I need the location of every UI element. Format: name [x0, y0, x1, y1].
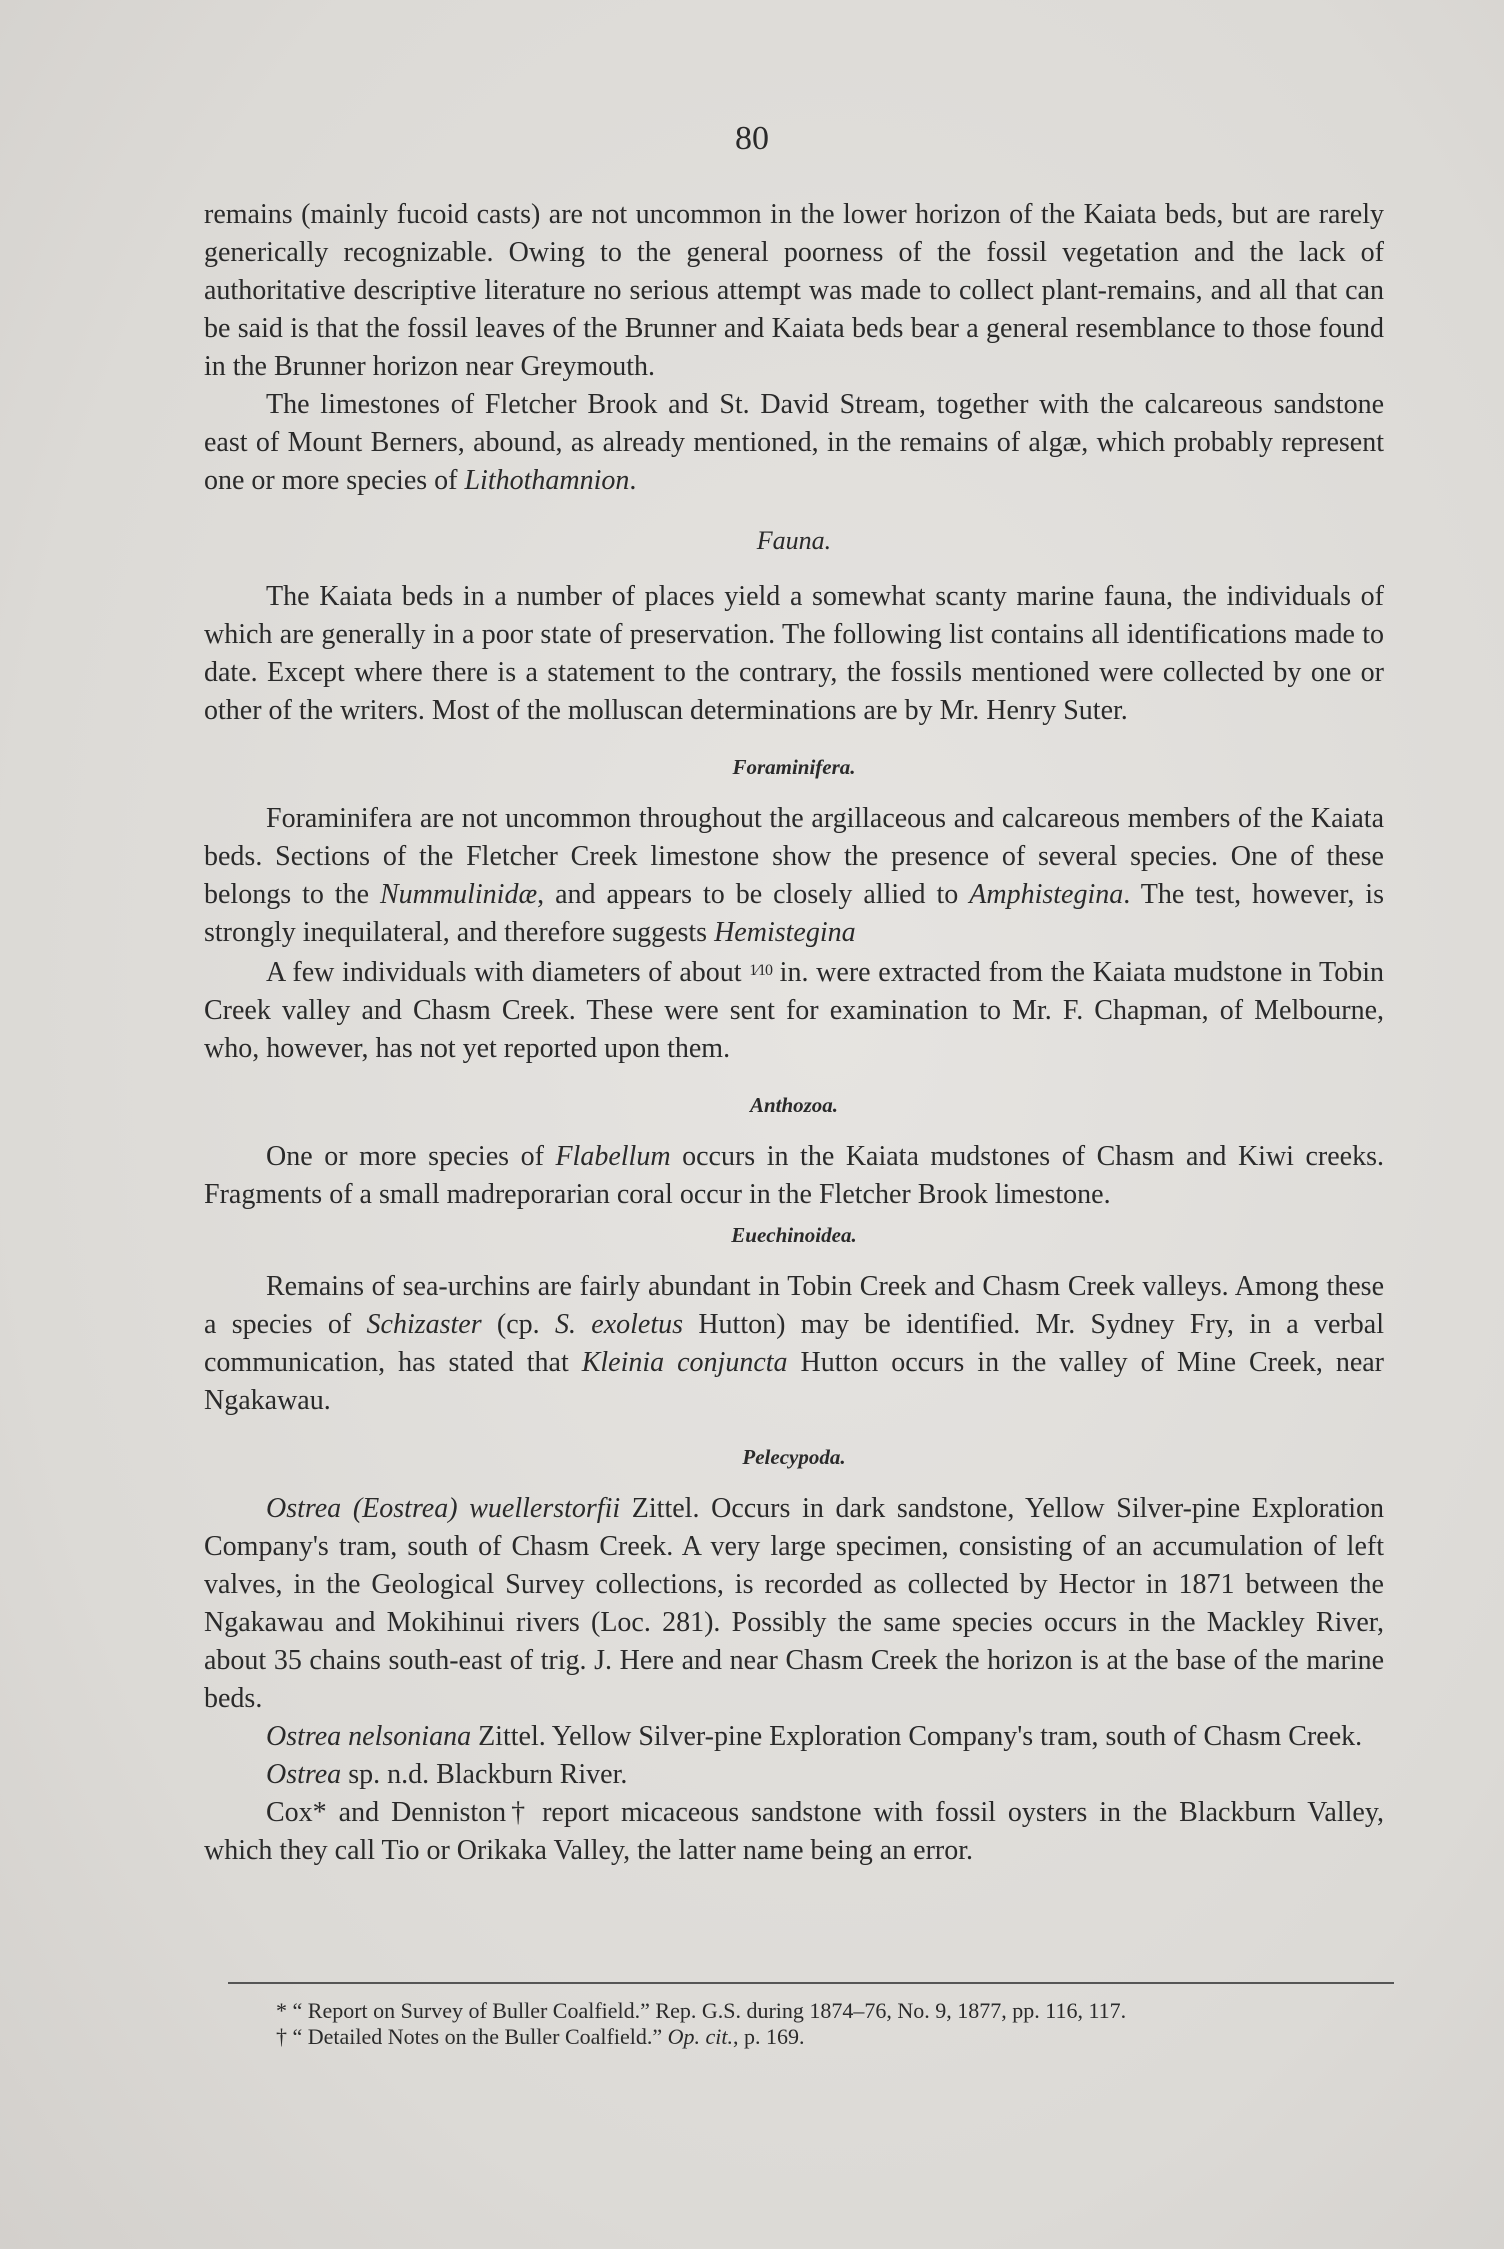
- footnotes: [276, 1998, 1386, 2050]
- heading-fauna: Fauna.: [756, 526, 832, 555]
- paragraph-foraminifera-sections: Foraminifera are not uncommon throughout the argillaceous and calcareous members of the Kaiata beds. Sections of the Fletcher Creek limestone show the presence of several species. One of these belongs to the Nummulinidæ, and appears to be closely allied to Amphistegina. The test, however, is strongly inequilateral, and therefore suggests Hemistegina: [204, 803, 1384, 948]
- heading-pelecypoda: Pelecypoda.: [742, 1445, 846, 1469]
- heading-euechinoidea: Euechinoidea.: [731, 1223, 857, 1247]
- entry-ostrea-nelsoniana: Ostrea nelsoniana Zittel. Yellow Silver-pine Exploration Company's tram, south of Chasm Creek.: [266, 1721, 1363, 1752]
- entry-ostrea-wuellerstorfii: Ostrea (Eostrea) wuellerstorfii Zittel. Occurs in dark sandstone, Yellow Silver-pine Exploration Company's tram, south of Chasm Creek. A very large specimen, consisting of an accumulation of left valves, in the Geological Survey collections, is recorded as collected by Hector in 1871 between the Ngakawau and Mokihinui rivers (Loc. 281). Possibly the same species occurs in the Mackley River, about 35 chains south-east of trig. J. Here and near Chasm Creek the horizon is at the base of the marine beds.: [204, 1493, 1384, 1714]
- heading-anthozoa: Anthozoa.: [749, 1093, 839, 1117]
- paragraph-anthozoa: One or more species of Flabellum occurs in the Kaiata mudstones of Chasm and Kiwi creeks. Fragments of a small madreporarian coral occur in the Fletcher Brook limestone.: [204, 1141, 1384, 1210]
- paragraph-foraminifera-individuals: A few individuals with diameters of about $^{1⁄10}$ in. were extracted from the Kaiata mudstone in Tobin Creek valley and Chasm Creek. These were sent for examination to Mr. F. Chapman, of Melbourne, who, however, has not yet reported upon them.: [204, 957, 1384, 1064]
- paragraph-limestones: The limestones of Fletcher Brook and St. David Stream, together with the calcareous sandstone east of Mount Berners, abound, as already mentioned, in the remains of algæ, which probably represent one or more species of Lithothamnion.: [204, 389, 1384, 496]
- footnote-divider: [228, 1982, 1394, 1984]
- paragraph-plant-remains: remains (mainly fucoid casts) are not uncommon in the lower horizon of the Kaiata beds, but are rarely generically recognizable. Owing to the general poorness of the fossil vegetation and the lack of authoritative descriptive literature no serious attempt was made to collect plant-remains, and all that can be said is that the fossil leaves of the Brunner and Kaiata beds bear a general resemblance to those found in the Brunner horizon near Greymouth.: [204, 199, 1384, 382]
- footnote-2: † “ Detailed Notes on the Buller Coalfield.” Op. cit., p. 169.: [276, 2024, 805, 2049]
- heading-foraminifera: Foraminifera.: [732, 755, 856, 779]
- page-number: 80: [735, 120, 769, 157]
- footnote-1: * “ Report on Survey of Buller Coalfield.” Rep. G.S. during 1874–76, No. 9, 1877, pp. 116, 117.: [276, 1998, 1127, 2023]
- paragraph-fauna: The Kaiata beds in a number of places yield a somewhat scanty marine fauna, the individuals of which are generally in a poor state of preservation. The following list contains all identifications made to date. Except where there is a statement to the contrary, the fossils mentioned were collected by one or other of the writers. Most of the molluscan determinations are by Mr. Henry Suter.: [204, 581, 1384, 726]
- entry-ostrea-sp: Ostrea sp. n.d. Blackburn River.: [266, 1759, 628, 1790]
- page-body: [204, 196, 1384, 1870]
- paragraph-euechinoidea: Remains of sea-urchins are fairly abundant in Tobin Creek and Chasm Creek valleys. Among these a species of Schizaster (cp. S. exoletus Hutton) may be identified. Mr. Sydney Fry, in a verbal communication, has stated that Kleinia conjuncta Hutton occurs in the valley of Mine Creek, near Ngakawau.: [204, 1271, 1384, 1416]
- paragraph-cox-denniston: Cox* and Denniston† report micaceous sandstone with fossil oysters in the Blackburn Valley, which they call Tio or Orikaka Valley, the latter name being an error.: [204, 1797, 1384, 1866]
